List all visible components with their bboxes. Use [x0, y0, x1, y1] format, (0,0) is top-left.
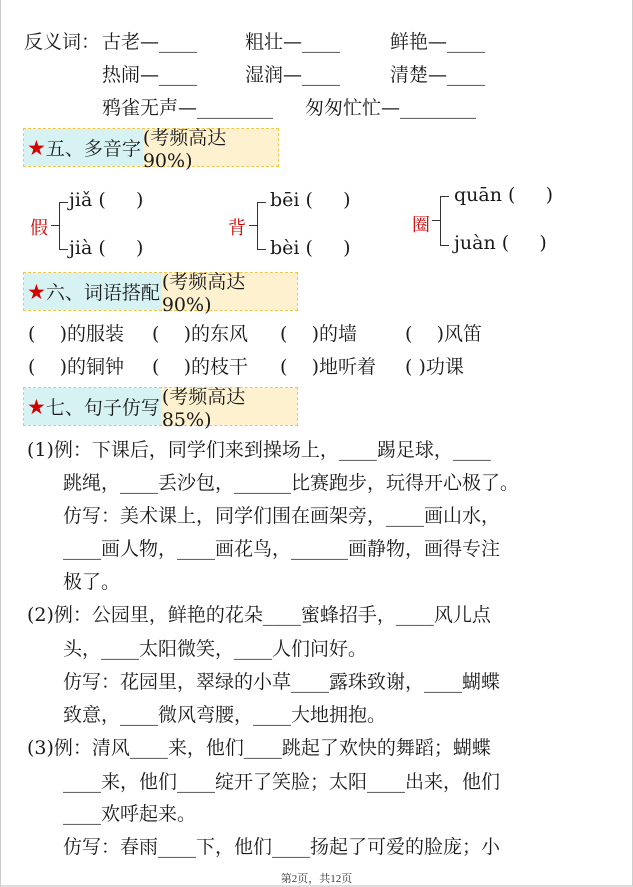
polyphone-char: 背: [228, 218, 246, 239]
star-icon: ★: [27, 394, 46, 419]
sentence-line: 仿写：花园里，翠绿的小草____露珠致谢，____蝴蝶: [63, 671, 501, 693]
sentence-line: 极了。: [63, 571, 121, 593]
pinyin-option: jiǎ ( ): [69, 189, 144, 211]
sentence-line: (3)例：清风____来，他们____跳起了欢快的舞蹈；蝴蝶: [27, 737, 491, 759]
sentence-line: 仿写：春雨____下，他们____扬起了可爱的脸庞；小: [63, 836, 501, 858]
brace-tick: [249, 225, 258, 226]
pinyin-option: bēi ( ): [270, 189, 351, 211]
section-title: 七、句子仿写: [45, 397, 160, 419]
section-frequency: (考频高达 90%): [161, 271, 246, 316]
polyphone-char: 假: [30, 218, 48, 239]
antonym-item: 古老—____: [102, 31, 198, 53]
antonym-item: 清楚—____: [390, 64, 486, 86]
sentence-line: ____画人物，____画花鸟，______画静物，画得专注: [63, 538, 501, 560]
pinyin-option: jià ( ): [69, 237, 144, 259]
antonym-item: 匆匆忙忙—________: [305, 97, 477, 119]
collocation-item: ( )地听着: [280, 356, 376, 378]
brace-tick: [432, 220, 441, 221]
collocation-item: ( )的墙: [280, 323, 357, 345]
sentence-line: 跳绳，____丢沙包，______比赛跑步，玩得开心极了。: [63, 472, 520, 494]
collocation-item: ( )的枝干: [152, 356, 248, 378]
section-title: 五、多音字: [45, 138, 141, 160]
antonym-label: 反义词：: [24, 31, 101, 53]
sentence-line: ____来，他们____绽开了笑脸；太阳____出来，他们: [63, 771, 501, 793]
section-frequency: (考频高达 90%): [142, 127, 227, 172]
section-title: 六、词语搭配: [45, 282, 160, 304]
star-icon: ★: [27, 279, 46, 304]
brace-icon: [59, 202, 68, 250]
pinyin-option: juàn ( ): [454, 232, 547, 254]
antonym-item: 热闹—____: [102, 64, 198, 86]
brace-tick: [51, 225, 60, 226]
page-number: 第2页，共12页: [280, 873, 353, 885]
brace-icon: [440, 196, 449, 246]
sentence-line: 致意，____微风弯腰，____大地拥抱。: [63, 704, 387, 726]
pinyin-option: quān ( ): [454, 184, 554, 206]
section-frequency: (考频高达 85%): [161, 386, 246, 431]
section-6-header: [23, 271, 298, 316]
collocation-item: ( )的服装: [28, 323, 124, 345]
antonym-item: 鸦雀无声—________: [102, 97, 274, 119]
sentence-line: (2)例：公园里，鲜艳的花朵____蜜蜂招手，____风儿点: [27, 604, 491, 626]
antonym-item: 粗壮—____: [245, 31, 341, 53]
star-icon: ★: [27, 135, 46, 160]
antonym-item: 鲜艳—____: [390, 31, 486, 53]
pinyin-option: bèi ( ): [270, 237, 351, 259]
sentence-line: 头，____太阳微笑，____人们问好。: [63, 638, 368, 660]
collocation-item: ( )的东风: [152, 323, 248, 345]
section-7-header: [23, 386, 298, 431]
collocation-item: ( )的铜钟: [28, 356, 124, 378]
sentence-line: (1)例：下课后，同学们来到操场上，____踢足球，____: [27, 439, 491, 461]
collocation-item: ( )功课: [405, 356, 464, 378]
section-5-header: [23, 127, 279, 172]
brace-icon: [257, 202, 266, 250]
sentence-line: 仿写：美术课上，同学们围在画架旁，____画山水，: [63, 505, 501, 527]
sentence-line: ____欢呼起来。: [63, 803, 197, 825]
polyphone-char: 圈: [412, 215, 430, 236]
antonym-item: 湿润—____: [245, 64, 341, 86]
collocation-item: ( )风笛: [405, 323, 482, 345]
